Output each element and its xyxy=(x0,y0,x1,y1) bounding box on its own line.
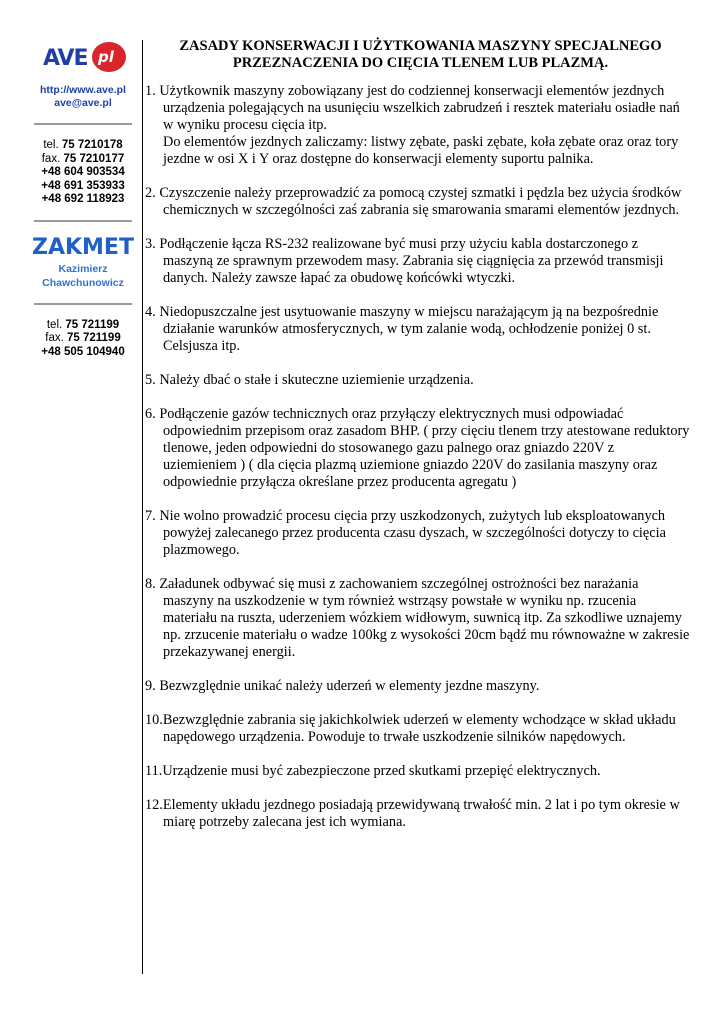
list-item: 11.Urządzenie musi być zabezpieczone przed skutkami przepięć elektrycznych. xyxy=(145,763,601,779)
contact-line: +48 692 118923 xyxy=(41,193,125,205)
contact-line: +48 604 903534 xyxy=(41,166,125,178)
page-title xyxy=(145,38,690,72)
contact-line: tel. 75 7210178 xyxy=(43,139,123,151)
contact-line: +48 691 353933 xyxy=(41,179,125,192)
ave-logo xyxy=(35,40,131,78)
list-item: 8. Załadunek odbywać się musi z zachowaniem szczególnej ostrożności bez narażania maszyny na uszkodzenie w tym również wstrząsy powstałe w wyniku np. rzucenia materiału na ruszta, uderzeniem wózkiem widłowym, suwnicą itp. Za szkodliwe uznajemy np. zrzucenie materiału o wadze 100kg z wysokości 20cm bądź mu równoważne w zakresie przekazywanej energii. xyxy=(145,576,690,660)
sidebar xyxy=(28,40,138,359)
divider xyxy=(34,123,132,125)
title-line-2: PRZEZNACZENIA DO CIĘCIA TLENEM LUB PLAZMĄ. xyxy=(232,55,609,71)
list-item: 3. Podłączenie łącza RS-232 realizowane być musi przy użyciu kabla dostarczonego z maszyną ze sprawnym przewodem masy. Zabrania się ciągnięcia za przewód transmisji danych. Należy zawsze łapać za obudowę końcówki wtyczki. xyxy=(145,236,664,286)
vertical-divider xyxy=(142,40,143,974)
list-item: 4. Niedopuszczalne jest usytuowanie maszyny w miejscu narażającym ją na bezpośrednie działanie warunków atmosferycznych, w tym zalanie wodą, ochłodzenie poniżej 0 st. Celsjusza itp. xyxy=(145,304,659,354)
contact-block-ave xyxy=(28,139,138,207)
contact-line: fax. 75 7210177 xyxy=(41,152,125,165)
list-item: 9. Bezwzględnie unikać należy uderzeń w elementy jezdne maszyny. xyxy=(145,678,540,694)
rules-list xyxy=(145,83,690,831)
email-link[interactable]: ave@ave.pl xyxy=(54,97,112,109)
contact-line: fax. 75 721199 xyxy=(45,332,121,344)
list-item: 1. Użytkownik maszyny zobowiązany jest do codziennej konserwacji elementów jezdnych urządzenia polegających na usunięciu wszelkich zabrudzeń i resztek materiału osiadłe nań w wyniku procesu cięcia itp. Do elementów jezdnych zaliczamy: listwy zębate, paski zębate, koła zębate oraz oraz tory jezdne w osi X i Y oraz dostępne do konserwacji elementy suportu palnika. xyxy=(145,83,680,167)
list-item: 10.Bezwzględnie zabrania się jakichkolwiek uderzeń w elementy wchodzące w skład układu napędowego urządzenia. Powoduje to trwałe uszkodzenie silników napędowych. xyxy=(145,712,676,745)
contact-block-zakmet xyxy=(28,319,138,360)
contact-line: tel. 75 721199 xyxy=(46,318,120,331)
zakmet-logo: ZAKMET xyxy=(32,234,134,260)
title-line-1: ZASADY KONSERWACJI I UŻYTKOWANIA MASZYNY SPECJALNEGO xyxy=(179,38,662,54)
divider xyxy=(34,220,132,222)
divider xyxy=(34,303,132,305)
ave-logo-text: AVE xyxy=(43,46,88,71)
document-body xyxy=(145,38,690,848)
zakmet-first-name: Kazimierz xyxy=(58,262,108,275)
ave-logo-pl: pl xyxy=(98,48,114,66)
list-item: 2. Czyszczenie należy przeprowadzić za pomocą czystej szmatki i pędzla bez użycia środków chemicznych w szczególności zaś zabrania się smarowania smarami elementów jezdnych. xyxy=(145,185,682,218)
list-item: 5. Należy dbać o stałe i skuteczne uziemienie urządzenia. xyxy=(145,372,474,388)
list-item: 6. Podłączenie gazów technicznych oraz przyłączy elektrycznych musi odpowiadać odpowiednim przepisom oraz zasadom BHP. ( przy cięciu tlenem trzy atestowane reduktory tlenowe, jeden odpowiedni do stosowanego gazu palnego oraz gniazdo 220V z uziemieniem ) ( dla cięcia plazmą uziemione gniazdo 220V do zasilania maszyny oraz odpowiednie przyłącza określane przez producenta agregatu ) xyxy=(145,406,690,490)
contact-line: +48 505 104940 xyxy=(41,345,125,358)
website-link[interactable]: http://www.ave.pl xyxy=(40,84,126,96)
list-item: 12.Elementy układu jezdnego posiadają przewidywaną trwałość min. 2 lat i po tym okresie w miarę potrzeby zalecana jest ich wymiana. xyxy=(145,797,680,830)
list-item: 7. Nie wolno prowadzić procesu cięcia przy uszkodzonych, zużytych lub eksploatowanych powyżej zalecanego przez producenta czasu dyszach, w szczególności dotyczy to cięcia plazmowego. xyxy=(145,508,666,558)
zakmet-last-name: Chawchunowicz xyxy=(42,276,124,289)
